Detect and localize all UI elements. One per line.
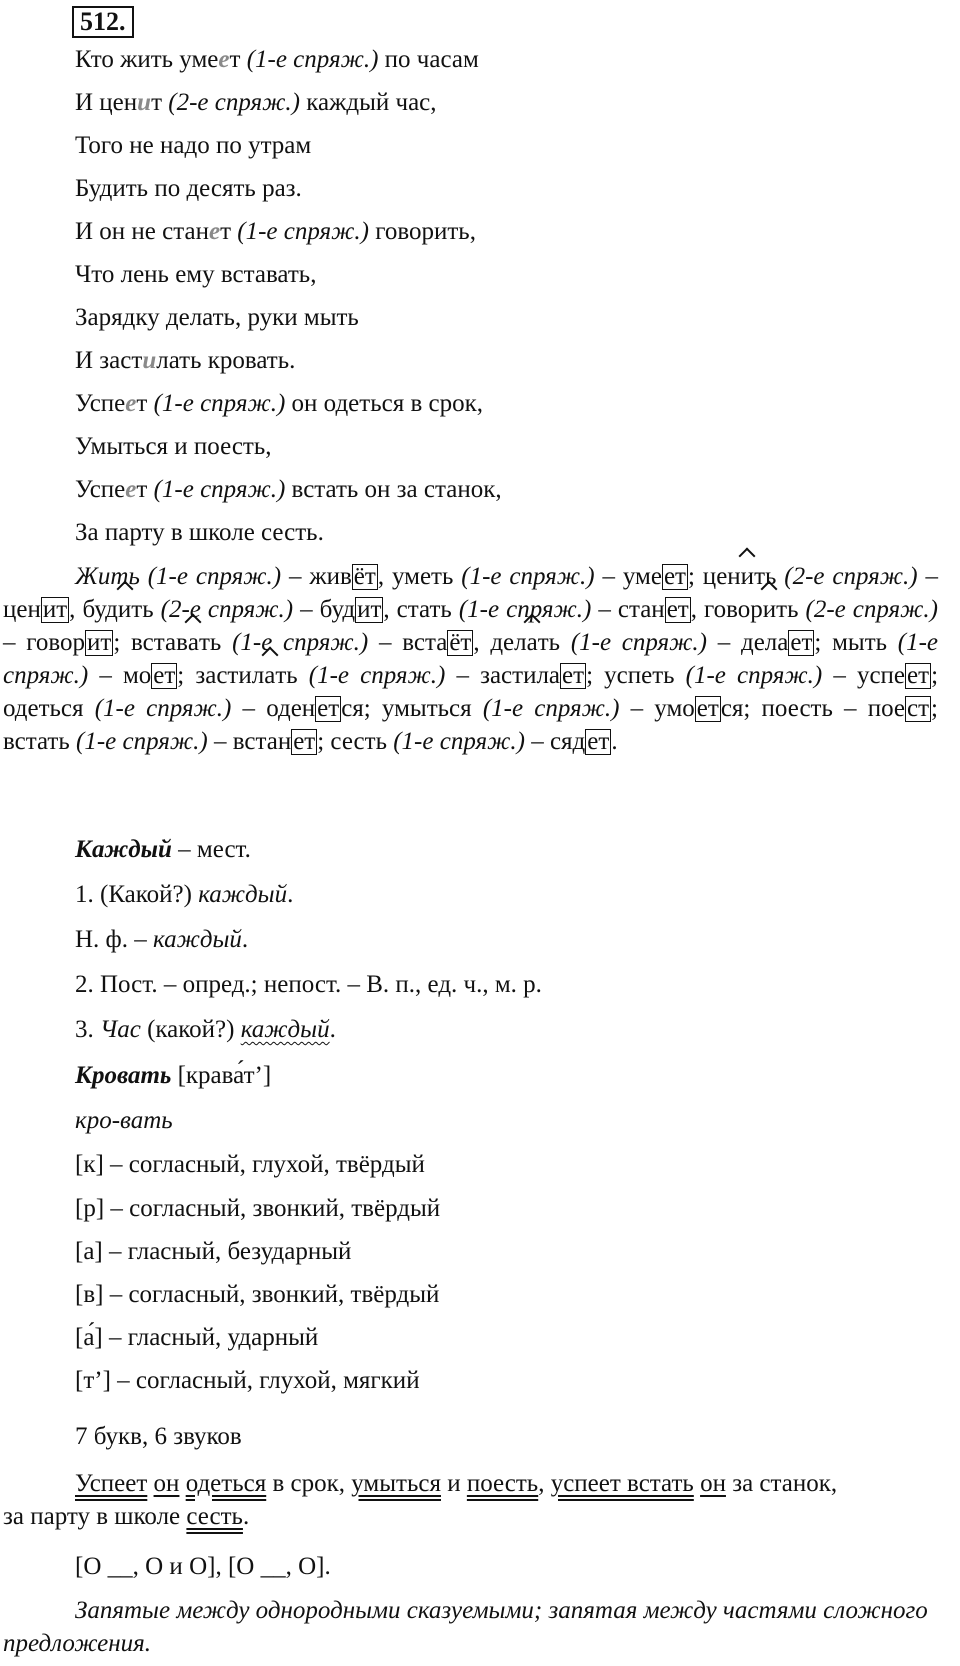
phon-transcription: [крава́т’] <box>171 1062 272 1089</box>
conj-note: (1-е спряж.) <box>237 218 369 245</box>
text: – встан <box>207 728 292 755</box>
text: – вста <box>368 629 448 656</box>
conj-note: (2-е спряж.) <box>805 596 939 623</box>
phon-word: Кровать <box>75 1062 172 1089</box>
vowel-mark: и <box>142 347 157 374</box>
suffix-mark: и <box>763 593 776 626</box>
text: – говор <box>3 629 85 656</box>
phon-count: 7 букв, 6 звуков <box>75 1423 242 1450</box>
text: Успе <box>75 476 126 503</box>
poem-line <box>75 475 502 505</box>
conj-note: (2-е спряж.) <box>160 596 294 623</box>
ending-box: ит <box>42 596 68 623</box>
text: говорить, <box>368 218 476 245</box>
vowel-mark: е <box>218 46 230 73</box>
morph-line-4 <box>75 1015 336 1045</box>
text: он одеться в срок, <box>285 390 483 417</box>
morph-heading <box>75 835 251 865</box>
syntax-note <box>3 1594 938 1660</box>
text: – оден <box>231 695 316 722</box>
text: Умыться и поесть, <box>75 433 272 460</box>
text: ся; поесть – пое <box>720 695 905 722</box>
text: ; цен <box>687 563 741 590</box>
text: каждый час, <box>299 89 437 116</box>
vowel-mark: е <box>125 390 137 417</box>
suffix-mark: а <box>264 659 275 692</box>
text: встать он за станок, <box>285 476 502 503</box>
text: каждый <box>240 1016 330 1043</box>
text: . <box>287 881 294 908</box>
text: И цен <box>75 89 138 116</box>
phon-heading <box>75 1061 271 1091</box>
phon-sound: [в] – согласный, звонкий, твёрдый <box>75 1281 440 1308</box>
text: – застила <box>445 662 561 689</box>
poem-line <box>75 303 359 333</box>
poem-line <box>75 131 311 161</box>
text: ть <box>199 629 233 656</box>
poem-line <box>75 389 483 419</box>
ending-box: ет <box>317 695 340 722</box>
text: 3. <box>75 1016 100 1043</box>
ending-box: ет <box>293 728 316 755</box>
text: Успе <box>75 390 126 417</box>
conj-note: (1-е спряж.) <box>685 662 823 689</box>
predicate: поесть <box>466 1470 539 1497</box>
ending-box: ит <box>357 596 382 623</box>
poem-line <box>75 346 295 376</box>
morph-line-3: 2. Пост. – опред.; непост. – В. п., ед. ч., м. р. <box>75 971 542 998</box>
text: ; застил <box>177 662 265 689</box>
text: каждый <box>198 881 288 908</box>
poem-line <box>75 518 324 548</box>
text: лать кровать. <box>156 347 296 374</box>
predicate: умыться <box>351 1470 441 1497</box>
poem-line <box>75 88 437 118</box>
text: Кто жить уме <box>75 46 219 73</box>
subject: он <box>700 1470 726 1497</box>
text: И заст <box>75 347 143 374</box>
text: . <box>611 728 618 755</box>
phon-sound: [р] – согласный, звонкий, твёрдый <box>75 1195 441 1222</box>
text: ; встав <box>113 629 188 656</box>
ending-box: ет <box>666 596 689 623</box>
text: ; одеться <box>3 662 939 722</box>
text: ; сесть <box>317 728 394 755</box>
text: 1. (Какой?) <box>75 881 199 908</box>
text: – сяд <box>524 728 586 755</box>
text: каждый <box>153 926 242 953</box>
text: За парту в школе сесть. <box>75 519 324 546</box>
word-zhit: Жить <box>75 563 140 590</box>
text: за станок, <box>725 1470 838 1497</box>
text: (какой?) <box>140 1016 241 1043</box>
text: , стать <box>383 596 459 623</box>
text: ть <box>537 629 571 656</box>
ending-box: ёт <box>449 629 472 656</box>
text: Час <box>100 1016 141 1043</box>
ending-box: ёт <box>353 563 376 590</box>
vowel-mark: и <box>137 89 152 116</box>
poem-line <box>75 45 479 75</box>
text: – дела <box>707 629 789 656</box>
text: Запятые между однородными сказуемыми; запятая между частями сложного предложения. <box>3 1597 928 1657</box>
text: т <box>229 46 247 73</box>
predicate: сесть <box>186 1503 243 1530</box>
conj-note: (1-е спряж.) <box>153 390 286 417</box>
ending-box: ит <box>87 629 112 656</box>
text: Будить по десять раз. <box>75 175 302 202</box>
ending-box: ет <box>790 629 813 656</box>
text: – умо <box>619 695 695 722</box>
text: Н. ф. – <box>75 926 154 953</box>
vowel-mark: е <box>125 476 137 503</box>
text: – буд <box>293 596 356 623</box>
conj-note: (1-е спряж.) <box>482 695 620 722</box>
text: . <box>242 1503 250 1530</box>
conj-note: (1-е спряж.) <box>153 476 286 503</box>
ending-box: ет <box>562 662 585 689</box>
text: ть <box>275 662 309 689</box>
syntax-scheme: [О __, О и О], [О __, О]. <box>75 1553 331 1580</box>
conj-note: (1-е спряж.) <box>246 46 379 73</box>
poem-line <box>75 432 272 462</box>
text: – уме <box>594 563 662 590</box>
text: – цен <box>3 563 939 623</box>
text: и <box>440 1470 467 1497</box>
text: ть <box>754 563 785 590</box>
text: кро-вать <box>75 1107 173 1134</box>
text: И он не стан <box>75 218 209 245</box>
phon-sound: [а́] – гласный, ударный <box>75 1324 319 1351</box>
text: по часам <box>378 46 479 73</box>
suffix-mark: и <box>741 560 754 593</box>
text: т <box>136 390 154 417</box>
conj-note: (1-е спряж.) <box>147 563 282 590</box>
text: ть <box>131 596 161 623</box>
phon-sound: [к] – согласный, глухой, твёрдый <box>75 1151 425 1178</box>
ending-box: ет <box>587 728 610 755</box>
conjugation-paragraph <box>3 560 938 758</box>
conj-note: (1-е спряж.) <box>3 629 939 689</box>
text: за парту в школе <box>3 1503 187 1530</box>
poem-line <box>75 217 476 247</box>
text: Зарядку делать, руки мыть <box>75 304 359 331</box>
conj-note: (1-е спряж.) <box>308 662 446 689</box>
ending-box: ет <box>153 662 176 689</box>
text: , уметь <box>377 563 462 590</box>
predicate: успеет встать <box>550 1470 694 1497</box>
predicate: одеться <box>185 1470 267 1497</box>
phon-sound: [а] – гласный, безударный <box>75 1238 352 1265</box>
ending-box: ст <box>907 695 930 722</box>
text: , буд <box>69 596 118 623</box>
text: . <box>241 926 249 953</box>
text: ; мыть <box>814 629 898 656</box>
conj-note: (1-е спряж.) <box>570 629 708 656</box>
syntax-sentence <box>3 1467 938 1533</box>
exercise-number: 512. <box>72 6 134 38</box>
text: . <box>329 1016 336 1043</box>
text: т <box>151 89 169 116</box>
conj-note: (1-е спряж.) <box>76 728 208 755</box>
suffix-mark: и <box>118 593 131 626</box>
morph-line-2 <box>75 925 248 955</box>
ending-box: ет <box>907 662 930 689</box>
phon-sound: [т’] – согласный, глухой, мягкий <box>75 1367 420 1394</box>
conj-note: (2-е спряж.) <box>784 563 918 590</box>
text: в срок, <box>266 1470 352 1497</box>
conj-note: (1-е спряж.) <box>393 728 525 755</box>
poem-line <box>75 174 302 204</box>
phon-syllables <box>75 1106 173 1136</box>
poem-line <box>75 260 316 290</box>
suffix-mark: а <box>188 626 199 659</box>
conj-note: (1-е спряж.) <box>94 695 232 722</box>
morph-line-1 <box>75 880 293 910</box>
text: ся; умыться <box>341 695 483 722</box>
text: – мо <box>88 662 152 689</box>
suffix-mark: а <box>527 626 538 659</box>
conj-note: (2-е спряж.) <box>168 89 300 116</box>
subject: он <box>153 1470 180 1497</box>
ending-box: ет <box>696 695 719 722</box>
text: т <box>136 476 154 503</box>
text: т <box>220 218 238 245</box>
text: Что лень ему вставать, <box>75 261 317 288</box>
text: , говор <box>690 596 763 623</box>
morph-pos: – мест. <box>171 836 251 863</box>
conj-note: (1-е спряж.) <box>458 596 592 623</box>
text: – жив <box>281 563 352 590</box>
text: , дел <box>473 629 527 656</box>
text: ; успеть <box>586 662 686 689</box>
text: ть <box>776 596 806 623</box>
text: – стан <box>591 596 665 623</box>
text: Того не надо по утрам <box>75 132 312 159</box>
ending-box: ет <box>663 563 686 590</box>
text: , <box>538 1470 551 1497</box>
morph-word: Каждый <box>75 836 172 863</box>
conj-note: (1-е спряж.) <box>232 629 369 656</box>
vowel-mark: е <box>208 218 221 245</box>
conj-note: (1-е спряж.) <box>461 563 595 590</box>
text: – успе <box>822 662 906 689</box>
text: ; встать <box>3 695 938 755</box>
predicate: Успеет <box>75 1470 148 1497</box>
